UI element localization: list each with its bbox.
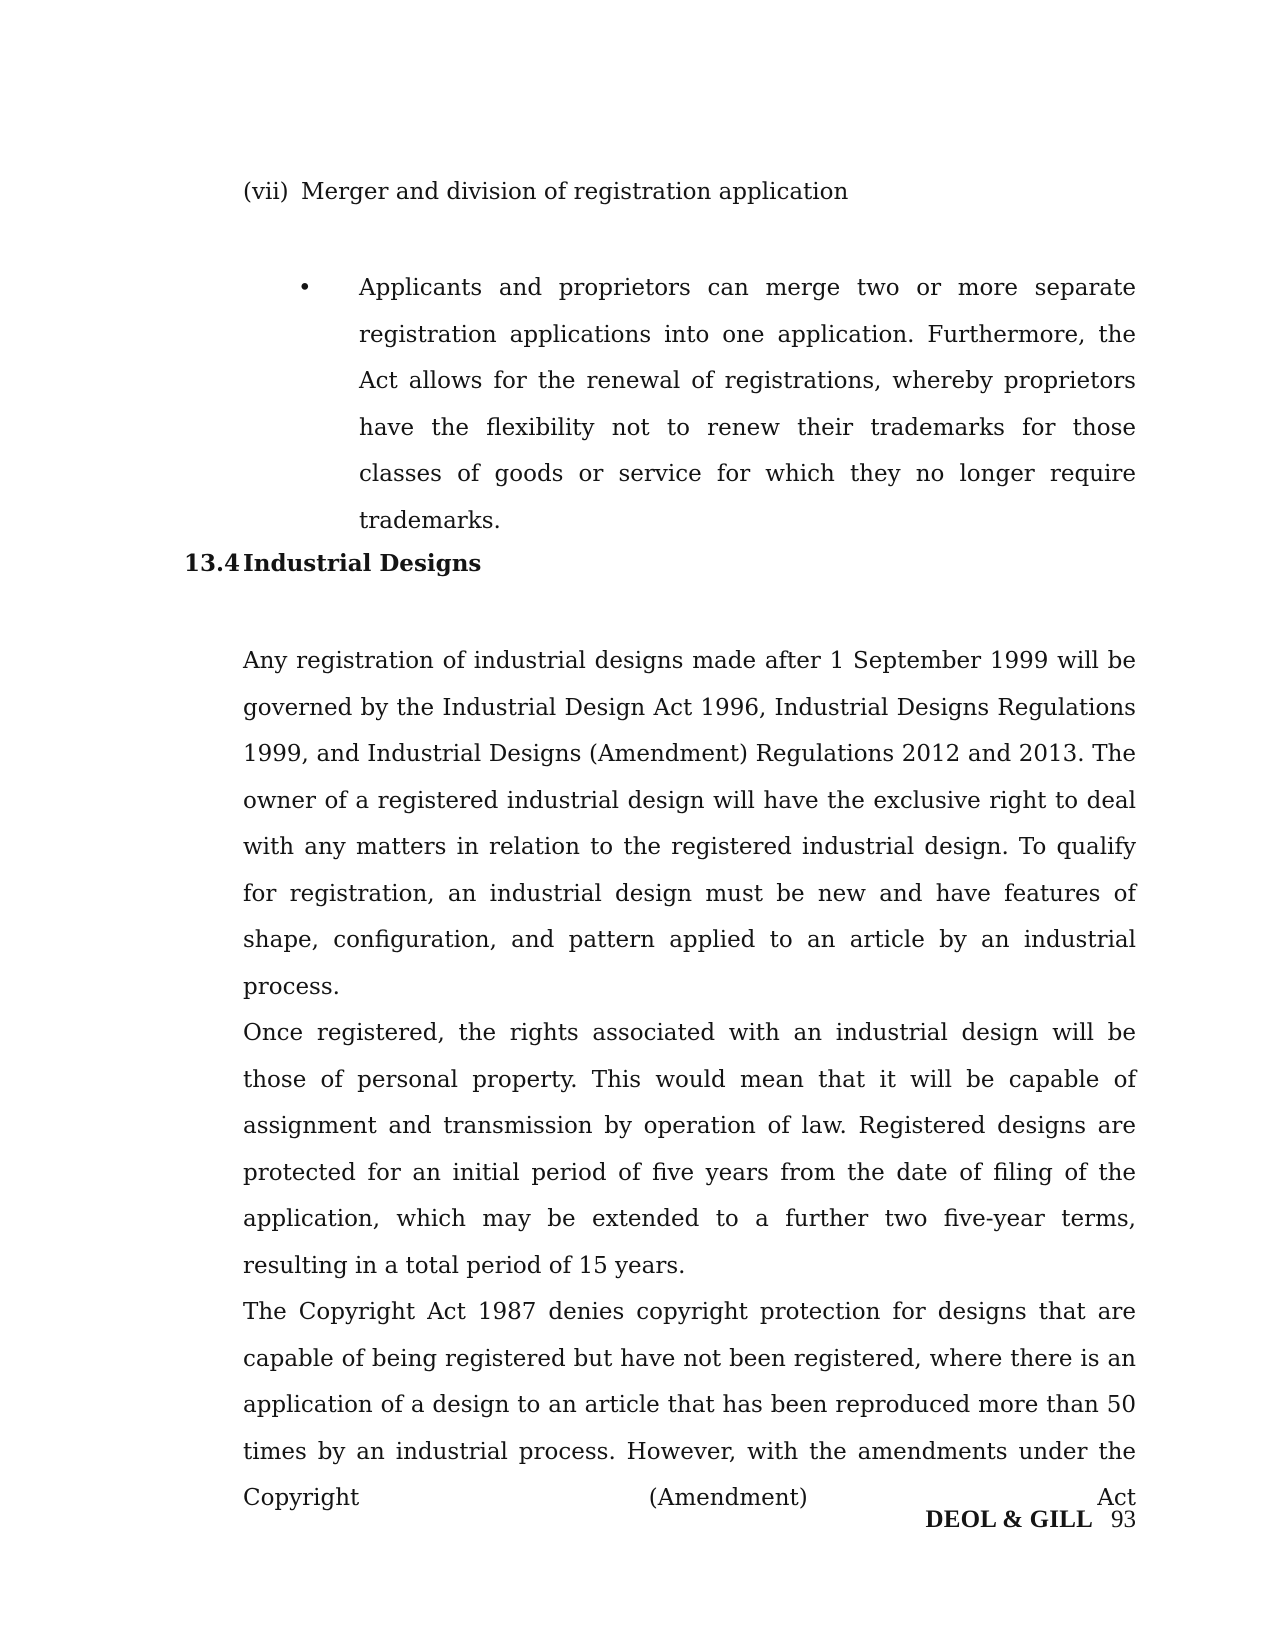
subsection-heading — [243, 176, 848, 208]
bullet-text: Applicants and proprietors can merge two or more separate registration applications into one application. Furthermore, the Act allows for the renewal of registrations, whereby proprietors have the flexibility not to renew their trademarks for those classes of goods or service for which they no longer require trademarks. — [359, 275, 1136, 534]
page-footer — [925, 1503, 1136, 1536]
page-number: 93 — [1111, 1506, 1136, 1533]
bullet-icon: • — [298, 275, 312, 301]
subsection-number: (vii) — [243, 179, 289, 205]
section-title: Industrial Designs — [243, 550, 482, 577]
body-paragraph: The Copyright Act 1987 denies copyright protection for designs that are capable of being registered but have not been registered, where there is an application of a design to an article that has been reproduced more than 50 times by an industrial process. However, with the amendments under the Copyright (Amendment) Act — [243, 1299, 1136, 1511]
body-paragraph: Once registered, the rights associated with an industrial design will be those of personal property. This would mean that it will be capable of assignment and transmission by operation of law. Registered designs are protected for an initial period of five years from the date of filing of the application, which may be extended to a further two five-year terms, resulting in a total period of 15 years. — [243, 1020, 1136, 1279]
section-number: 13.4 — [184, 550, 241, 577]
section-heading — [184, 548, 481, 580]
footer-firm-name: DEOL & GILL — [925, 1506, 1093, 1533]
subsection-title: Merger and division of registration application — [301, 179, 849, 205]
body-paragraph: Any registration of industrial designs made after 1 September 1999 will be governed by the Industrial Design Act 1996, Industrial Designs Regulations 1999, and Industrial Designs (Amendment) Regulations 2012 and 2013. The owner of a registered industrial design will have the exclusive right to deal with any matters in relation to the registered industrial design. To qualify for registration, an industrial design must be new and have features of shape, configuration, and pattern applied to an article by an industrial process. — [243, 648, 1136, 1000]
